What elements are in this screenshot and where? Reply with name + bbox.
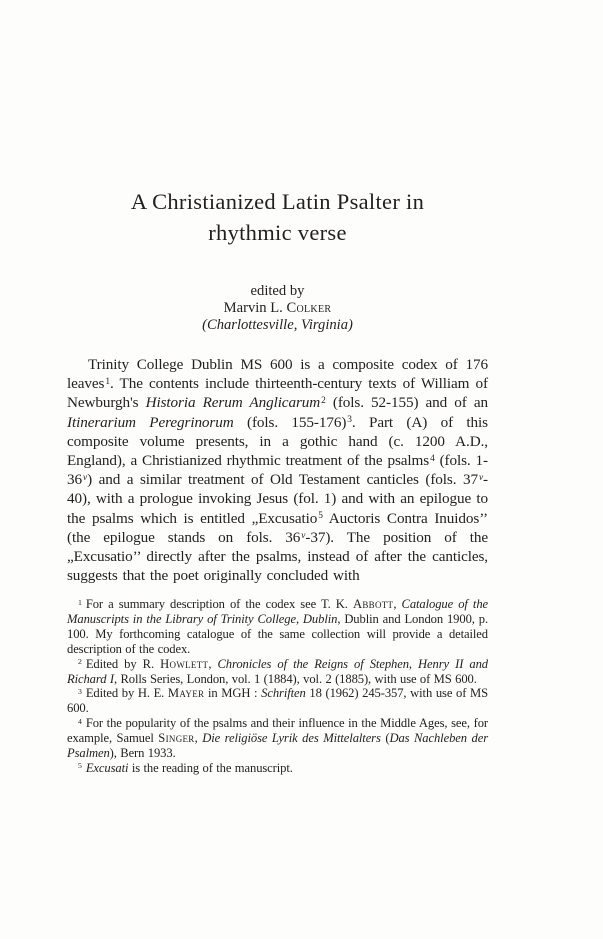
title-line-2: rhythmic verse — [208, 220, 347, 245]
footnote-text: For a summary description of the codex see T. K. Abbott, Catalogue of the Manuscripts in the Library of Trinity College, Dublin, Dublin and London 1900, p. 100. My forthcoming catalogue of the same collection will provide a detailed description of the codex. — [67, 597, 489, 656]
footnotes-section — [67, 597, 488, 776]
footnote-text: Edited by H. E. Mayer in MGH : Schriften 18 (1962) 245-357, with use of MS 600. — [67, 686, 488, 716]
title-line-1: A Christianized Latin Psalter in — [130, 189, 425, 214]
footnote-item — [67, 761, 488, 776]
footnote-text: For the popularity of the psalms and their influence in the Middle Ages, see, for example, Samuel Singer, Die religiöse Lyrik des Mittelalters (Das Nachleben der Psalmen), Bern 1933. — [67, 716, 488, 761]
footnote-marker: 5 — [78, 761, 82, 771]
byline — [67, 283, 488, 335]
footnote-item — [67, 716, 488, 761]
editor-name: Marvin L. Colker — [223, 300, 332, 317]
footnote-marker: 4 — [78, 716, 82, 726]
editor-affiliation: (Charlottesville, Virginia) — [202, 317, 353, 334]
edited-by-label: edited by — [250, 283, 305, 299]
footnote-marker: 1 — [78, 597, 82, 607]
footnote-text: Excusati is the reading of the manuscript. — [85, 760, 293, 775]
footnote-text: Edited by R. Howlett, Chronicles of the Reigns of Stephen, Henry II and Richard I, Rolls Series, London, vol. 1 (1884), vol. 2 (1885), with use of MS 600. — [67, 656, 489, 686]
footnote-item — [67, 597, 488, 657]
footnote-marker: 3 — [78, 686, 82, 696]
footnote-item — [67, 657, 488, 687]
article-title — [67, 186, 488, 248]
body-paragraph: Trinity College Dublin MS 600 is a composite codex of 176 leaves$^1$. The contents include thirteenth-century texts of William of Newburgh's Historia Rerum Anglicarum$^2$ (fols. 52-155) and of an Itinerarium Peregrinorum (fols. 155-176)$^3$. Part (A) of this composite volume presents, in a gothic hand (c. 1200 A.D., England), a Christianized rhythmic treatment of the psalms$^4$ (fols. 1-36$^v$) and a similar treatment of Old Testament canticles (fols. 37$^v$-40), with a prologue invoking Jesus (fol. 1) and with an epilogue to the psalms which is entitled „Excusatio$^5$ Auctoris Contra Inuidos’’ (the epilogue stands on fols. 36$^v$-37). The position of the „Excusatio’’ directly after the psalms, instead of after the canticles, suggests that the poet originally concluded with — [67, 356, 488, 585]
footnote-marker: 2 — [78, 657, 82, 667]
footnote-item — [67, 686, 488, 716]
